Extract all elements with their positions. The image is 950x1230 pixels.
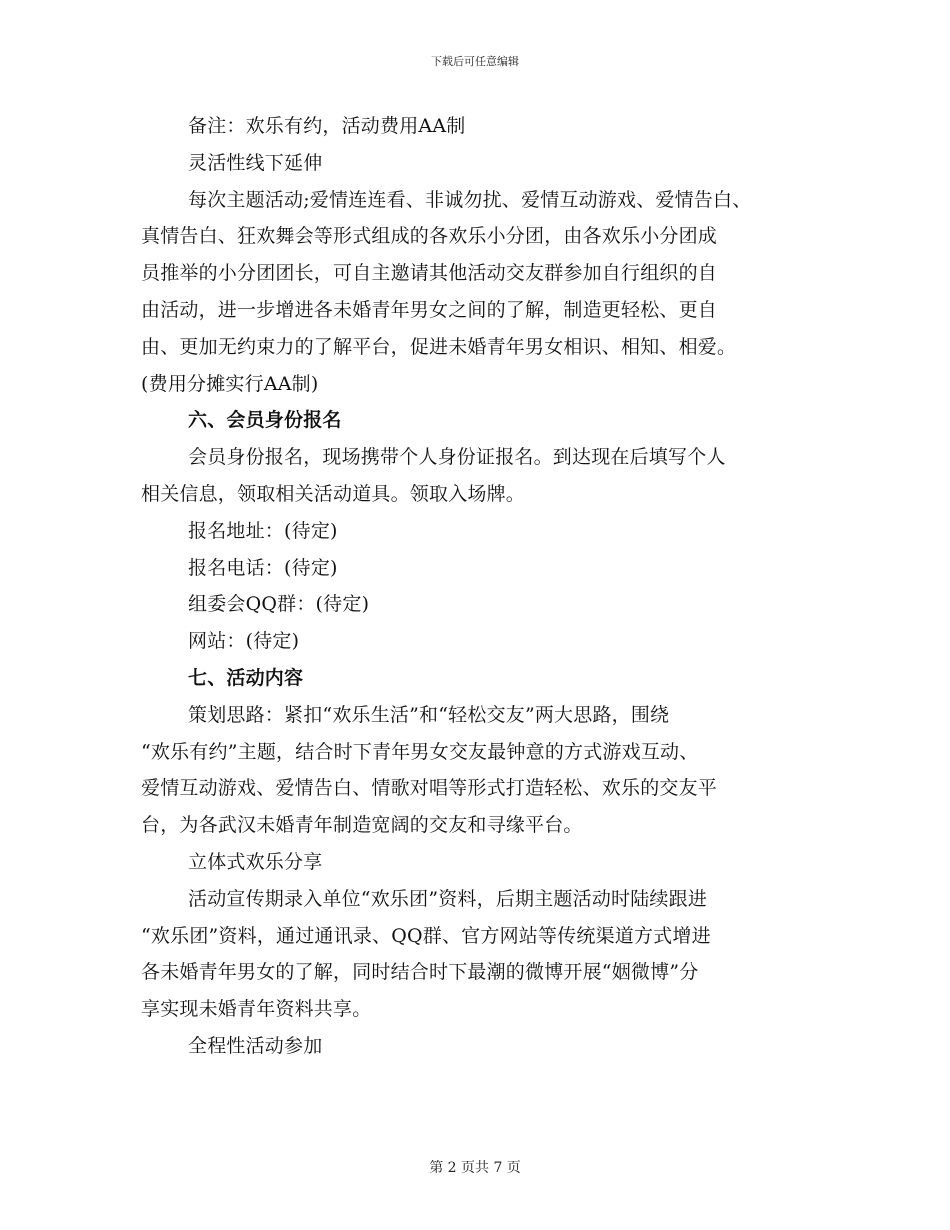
text-line: 每次主题活动;爱情连连看、非诚勿扰、爱情互动游戏、爱情告白、 <box>188 188 752 211</box>
text-line: 备注：欢乐有约，活动费用AA制 <box>188 115 466 137</box>
text-line: 由、更加无约束力的了解平台，促进未婚青年男女相识、相知、相爱。 <box>141 335 737 358</box>
text-line: 全程性活动参加 <box>188 1034 323 1057</box>
text-line: “欢乐有约”主题，结合时下青年男女交友最钟意的方式游戏互动、 <box>141 740 699 763</box>
text-line: 组委会QQ群：(待定) <box>188 593 370 616</box>
section-heading: 六、会员身份报名 <box>188 409 342 432</box>
text-line: 相关信息，领取相关活动道具。领取入场牌。 <box>141 482 526 505</box>
text-line: 立体式欢乐分享 <box>188 850 323 873</box>
text-line: 报名地址：(待定) <box>188 519 338 542</box>
text-line: 网站：(待定) <box>188 630 300 653</box>
text-line: 策划思路：紧扣“欢乐生活”和“轻松交友”两大思路，围绕 <box>188 703 670 726</box>
text-line: 爱情互动游戏、爱情告白、情歌对唱等形式打造轻松、欢乐的交友平 <box>141 777 718 800</box>
text-line: 真情告白、狂欢舞会等形式组成的各欢乐小分团，由各欢乐小分团成 <box>141 225 718 248</box>
text-line: (费用分摊实行AA制) <box>141 372 319 395</box>
text-line: 员推举的小分团团长，可自主邀请其他活动交友群参加自行组织的自 <box>141 262 718 285</box>
text-line: 各未婚青年男女的了解，同时结合时下最潮的微博开展“姻微博”分 <box>141 961 699 984</box>
section-heading: 七、活动内容 <box>188 666 304 689</box>
document-body <box>141 108 831 1065</box>
text-line: 灵活性线下延伸 <box>188 151 323 174</box>
text-line: 会员身份报名，现场携带个人身份证报名。到达现在后填写个人 <box>188 446 726 469</box>
text-line: 享实现未婚青年资料共享。 <box>141 998 372 1021</box>
text-line: 由活动，进一步增进各未婚青年男女之间的了解，制造更轻松、更自 <box>141 298 718 321</box>
text-line: 报名电话：(待定) <box>188 556 338 579</box>
text-line: 台，为各武汉未婚青年制造宽阔的交友和寻缘平台。 <box>141 814 583 837</box>
text-line: “欢乐团”资料，通过通讯录、QQ群、官方网站等传统渠道方式增进 <box>141 924 711 947</box>
text-line: 活动宣传期录入单位“欢乐团”资料，后期主题活动时陆续跟进 <box>188 887 708 910</box>
page-header: 下载后可任意编辑 <box>431 55 519 68</box>
page-footer: 第 2 页共 7 页 <box>429 1160 521 1176</box>
